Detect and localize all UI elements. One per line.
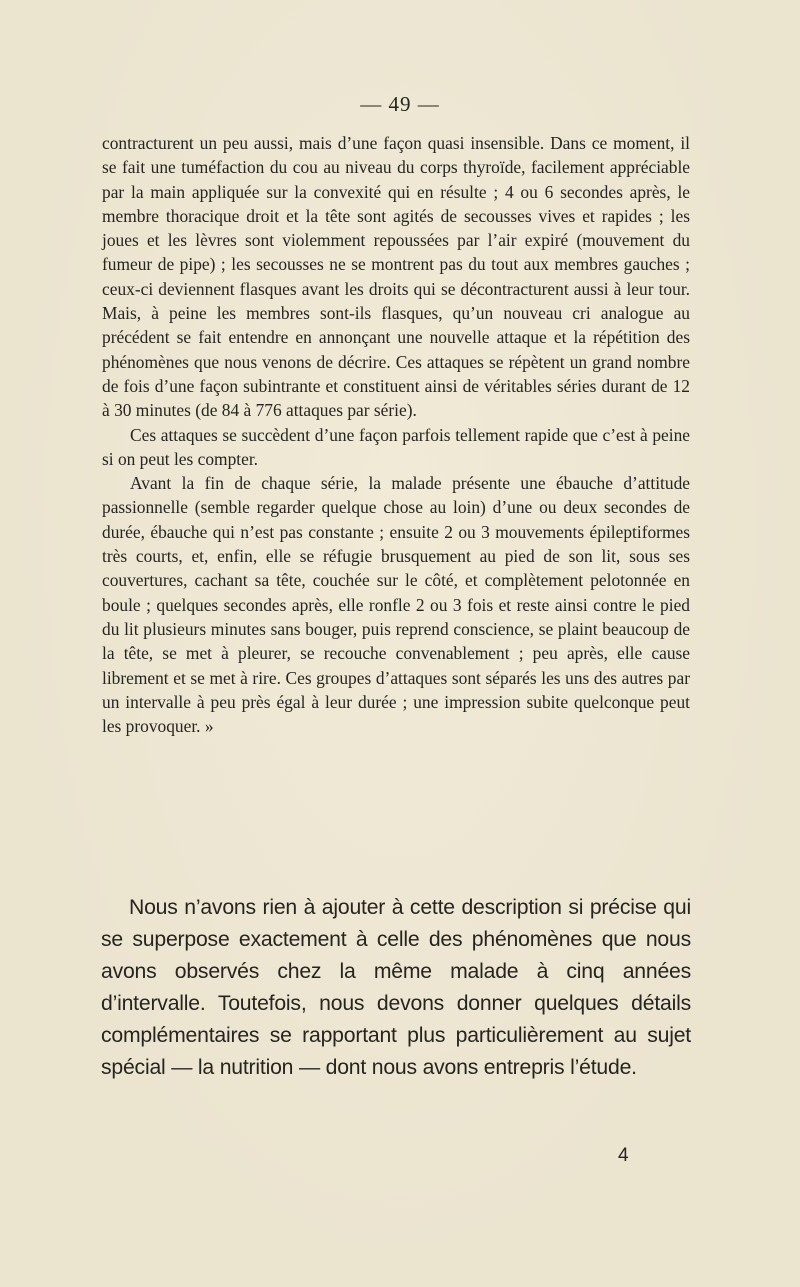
page-number: — 49 —: [360, 92, 440, 116]
quote-paragraph: contracturent un peu aussi, mais d’une façon quasi insensible. Dans ce moment, il se fait une tuméfaction du cou au niveau du corps thyroïde, facilement appréciable par la main appliquée sur la convexité qui en résulte ; 4 ou 6 secondes après, le membre thoracique droit et la tête sont agités de secousses vives et rapides ; les joues et les lèvres sont violemment repoussées par l’air expiré (mouvement du fumeur de pipe) ; les secousses ne se montrent pas du tout aux membres gauches ; ceux-ci deviennent flasques avant les droits qui se décontracturent aussi à leur tour. Mais, à peine les membres sont-ils flasques, qu’un nouveau cri analogue au précédent se fait entendre en annonçant une nouvelle attaque et la répétition des phénomènes que nous venons de décrire. Ces attaques se répètent un grand nombre de fois d’une façon subintrante et constituent ainsi de véritables séries durant de 12 à 30 minutes (de 84 à 776 attaques par série).: [102, 133, 690, 421]
signature-mark: 4: [618, 1145, 629, 1166]
main-text: [101, 892, 691, 1083]
body-paragraph: Nous n’avons rien à ajouter à cette description si précise qui se superpose exactement à celle des phénomènes que nous avons observés chez la même malade à cinq années d’intervalle. Toutefois, nous devons donner quelques détails complémentaires se rapportant plus particulièrement au sujet spécial — la nutrition — dont nous avons entrepris l’étude.: [101, 896, 691, 1079]
quote-paragraph: Ces attaques se succèdent d’une façon parfois tellement rapide que c’est à peine si on peut les compter.: [102, 424, 690, 469]
quoted-case-description: [102, 131, 690, 738]
quote-paragraph: Avant la fin de chaque série, la malade présente une ébauche d’attitude passionnelle (semble regarder quelque chose au loin) d’une ou deux secondes de durée, ébauche qui n’est pas constante ; ensuite 2 ou 3 mouvements épileptiformes très courts, et, enfin, elle se réfugie brusquement au pied de son lit, sous ses couvertures, cachant sa tête, couchée sur le côté, et complètement pelotonnée en boule ; quelques secondes après, elle ronfle 2 ou 3 fois et reste ainsi contre le pied du lit plusieurs minutes sans bouger, puis reprend conscience, se plaint beaucoup de la tête, se met à pleurer, se recouche convenablement ; peu après, elle cause librement et se met à rire. Ces groupes d’attaques sont séparés les uns des autres par un intervalle à peu près égal à leur durée ; une impression subite quelconque peut les provoquer. »: [102, 473, 690, 737]
